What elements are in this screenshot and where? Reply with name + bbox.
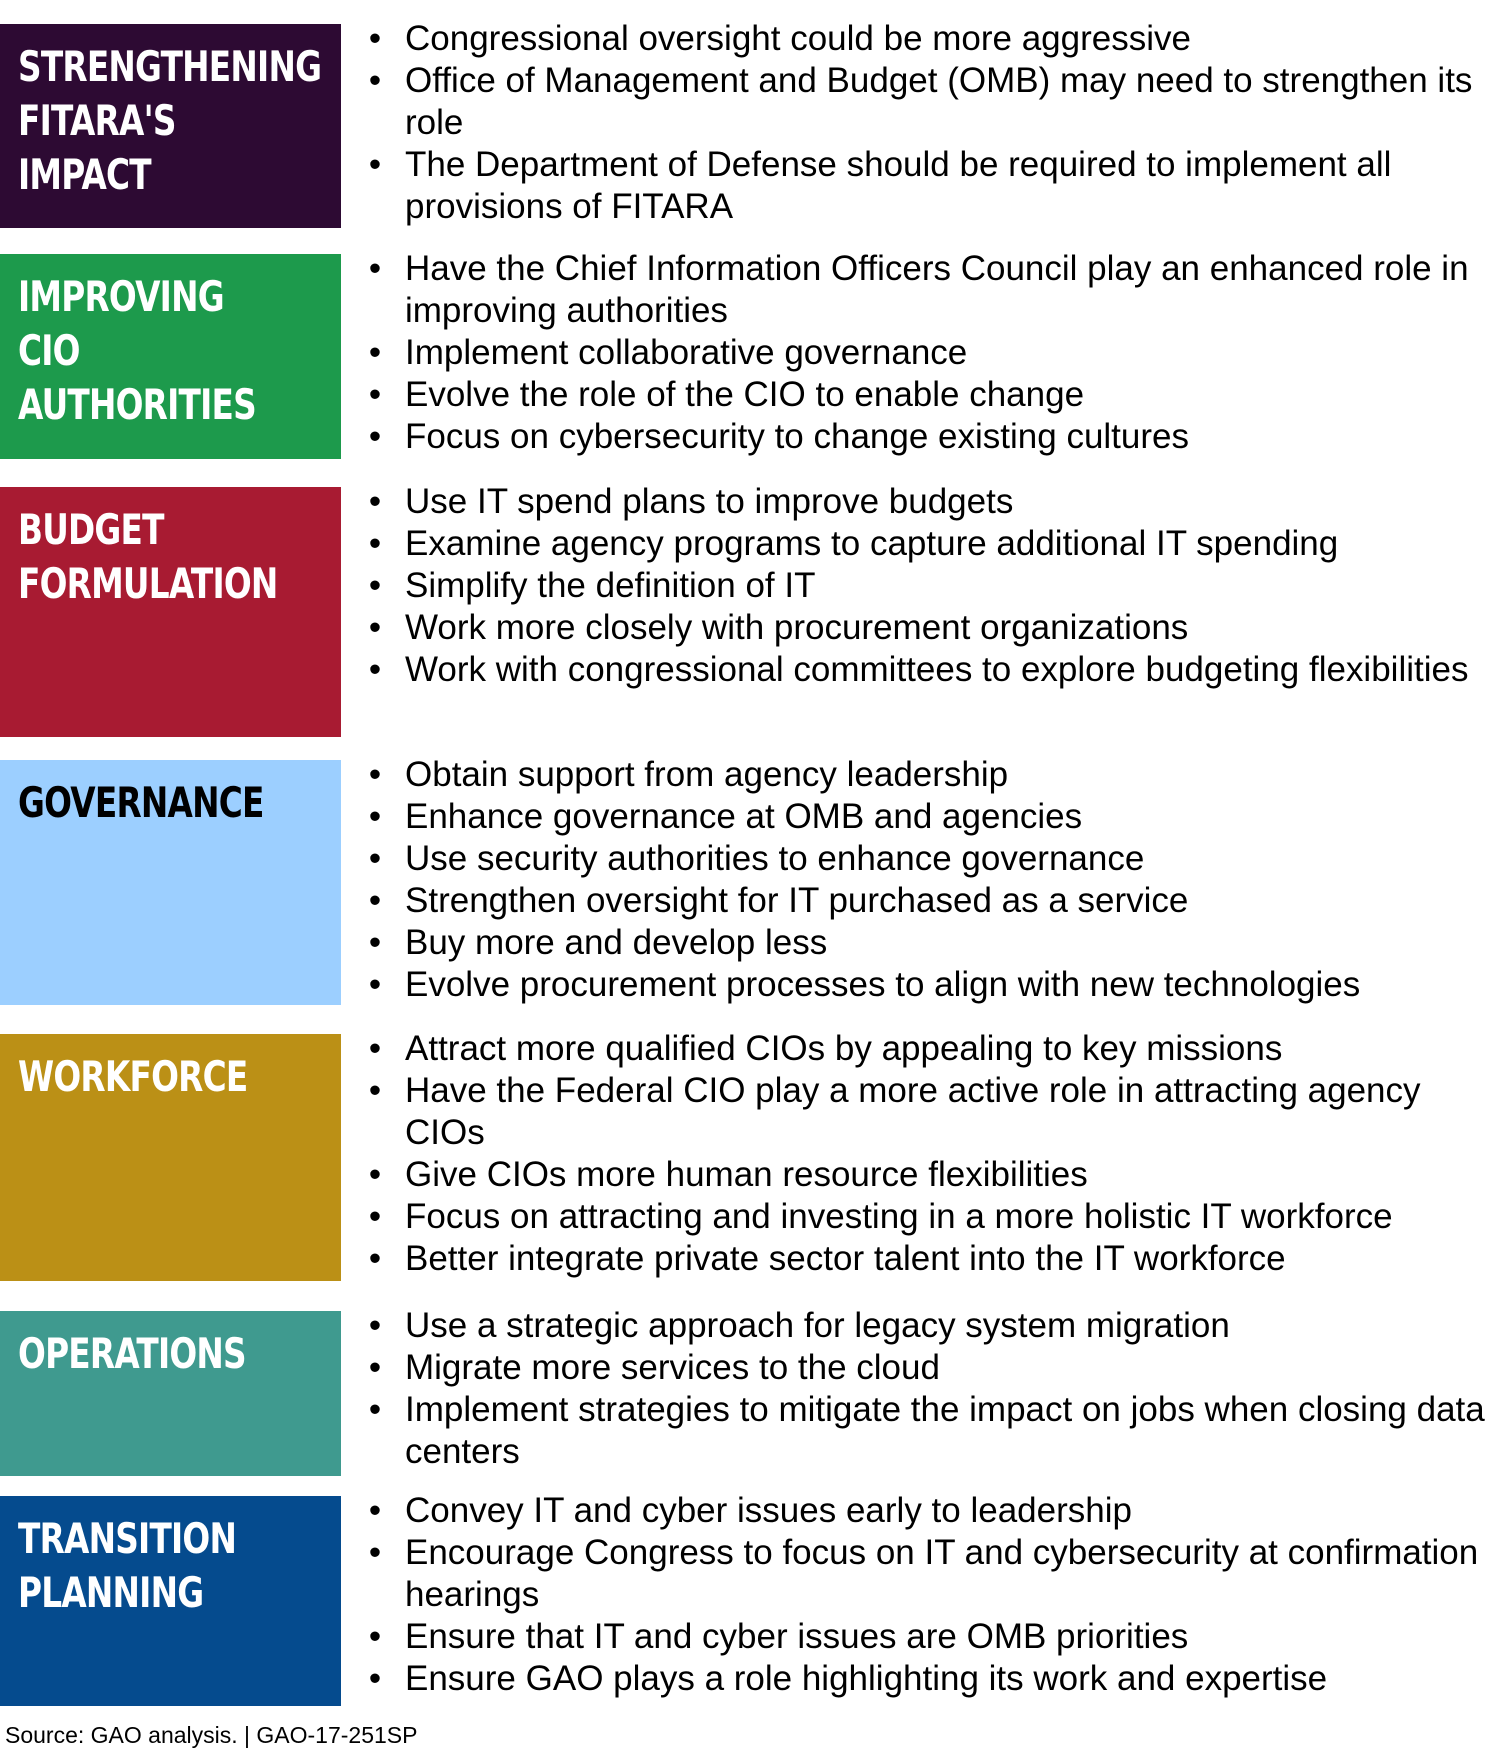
list-item: • Enhance governance at OMB and agencies xyxy=(368,797,1083,836)
section-label-box xyxy=(0,487,341,737)
section-transition-planning xyxy=(0,1491,1500,1706)
list-item: • Attract more qualified CIOs by appealing to key missions xyxy=(368,1029,1283,1068)
list-item: • Office of Management and Budget (OMB) may need to strengthen its role xyxy=(368,61,1473,142)
list-item: • Migrate more services to the cloud xyxy=(368,1348,940,1387)
bullet-list xyxy=(365,1490,1495,1700)
section-label-box xyxy=(0,1034,341,1281)
bullet-list xyxy=(365,1305,1495,1473)
list-item: • Work with congressional committees to explore budgeting flexibilities xyxy=(368,650,1469,689)
list-item: • Strengthen oversight for IT purchased as a service xyxy=(368,881,1189,920)
section-budget-formulation xyxy=(0,482,1500,737)
list-item: • Give CIOs more human resource flexibilities xyxy=(368,1155,1088,1194)
section-workforce xyxy=(0,1029,1500,1281)
list-item: • Use IT spend plans to improve budgets xyxy=(368,482,1014,521)
list-item: • Work more closely with procurement organizations xyxy=(368,608,1189,647)
bullet-list xyxy=(365,248,1495,458)
section-label: WORKFORCE xyxy=(18,1052,248,1101)
list-item: • Better integrate private sector talent into the IT workforce xyxy=(368,1239,1286,1278)
list-item: • Buy more and develop less xyxy=(368,923,828,962)
bullet-list xyxy=(365,481,1495,691)
list-item: • Implement strategies to mitigate the impact on jobs when closing data centers xyxy=(368,1390,1485,1471)
list-item: • Use a strategic approach for legacy system migration xyxy=(368,1306,1230,1345)
section-label: TRANSITION PLANNING xyxy=(18,1514,237,1617)
section-label: IMPROVING CIO AUTHORITIES xyxy=(18,272,256,429)
list-item: • Evolve procurement processes to align with new technologies xyxy=(368,965,1361,1004)
list-item: • Have the Federal CIO play a more active role in attracting agency CIOs xyxy=(368,1071,1421,1152)
list-item: • Convey IT and cyber issues early to leadership xyxy=(368,1491,1132,1530)
list-item: • Implement collaborative governance xyxy=(368,333,968,372)
section-label: GOVERNANCE xyxy=(18,778,264,827)
list-item: • Examine agency programs to capture additional IT spending xyxy=(368,524,1339,563)
section-label-box xyxy=(0,1496,341,1706)
list-item: • Simplify the definition of IT xyxy=(368,566,816,605)
section-label: BUDGET FORMULATION xyxy=(18,505,278,608)
section-label: STRENGTHENING FITARA'S IMPACT xyxy=(18,42,322,199)
bullet-list xyxy=(365,1028,1495,1280)
section-governance xyxy=(0,755,1500,1005)
list-item: • Encourage Congress to focus on IT and cybersecurity at confirmation hearings xyxy=(368,1533,1479,1614)
list-item: • Have the Chief Information Officers Council play an enhanced role in improving authorities xyxy=(368,249,1469,330)
list-item: • Obtain support from agency leadership xyxy=(368,755,1009,794)
section-strengthening-fitara xyxy=(0,19,1500,228)
list-item: • The Department of Defense should be required to implement all provisions of FITARA xyxy=(368,145,1392,226)
source-note: Source: GAO analysis. | GAO-17-251SP xyxy=(5,1722,418,1748)
section-operations xyxy=(0,1306,1500,1476)
list-item: • Congressional oversight could be more aggressive xyxy=(368,19,1191,58)
list-item: • Ensure that IT and cyber issues are OMB priorities xyxy=(368,1617,1189,1656)
list-item: • Ensure GAO plays a role highlighting its work and expertise xyxy=(368,1659,1328,1698)
section-improving-cio-authorities xyxy=(0,249,1500,459)
section-label-box xyxy=(0,254,341,459)
list-item: • Evolve the role of the CIO to enable change xyxy=(368,375,1085,414)
section-label: OPERATIONS xyxy=(18,1329,246,1378)
list-item: • Use security authorities to enhance governance xyxy=(368,839,1145,878)
list-item: • Focus on attracting and investing in a more holistic IT workforce xyxy=(368,1197,1393,1236)
section-label-box xyxy=(0,24,341,228)
bullet-list xyxy=(365,18,1495,228)
section-label-box xyxy=(0,760,341,1005)
list-item: • Focus on cybersecurity to change existing cultures xyxy=(368,417,1189,456)
section-label-box xyxy=(0,1311,341,1476)
bullet-list xyxy=(365,754,1495,1006)
